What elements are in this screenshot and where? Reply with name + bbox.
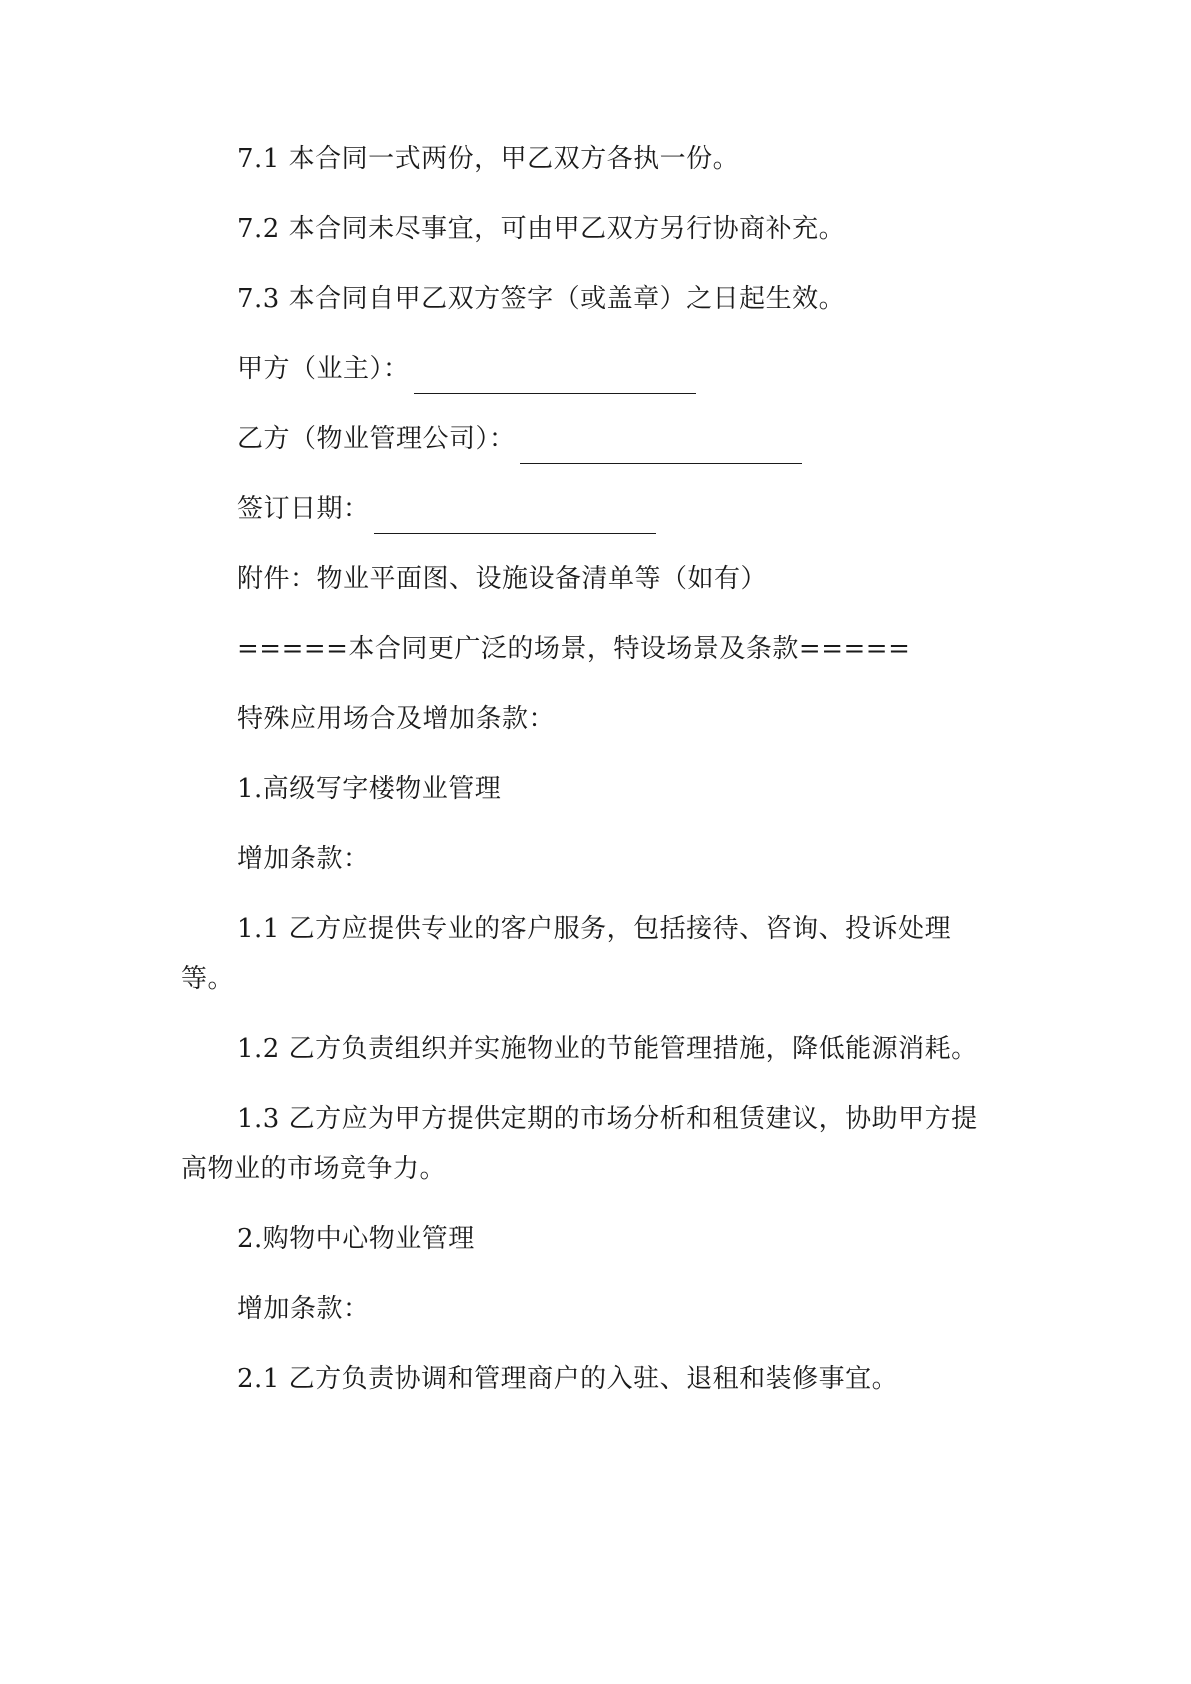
clause-text: 7.2 本合同未尽事宜，可由甲乙双方另行协商补充。	[237, 214, 846, 244]
clause-7-3	[181, 274, 991, 324]
scenario-1-heading	[181, 764, 991, 814]
clause-1-3	[181, 1094, 991, 1194]
clause-text: 7.1 本合同一式两份，甲乙双方各执一份。	[237, 144, 740, 174]
party-a-label: 甲方（业主）：	[237, 354, 410, 384]
clause-7-1	[181, 134, 991, 184]
heading-text: 2.购物中心物业管理	[237, 1224, 475, 1254]
clause-1-1	[181, 904, 991, 1004]
clause-7-2	[181, 204, 991, 254]
additional-clauses-label	[181, 1284, 991, 1334]
party-b-signature-line	[181, 414, 991, 464]
clause-text: 1.1 乙方应提供专业的客户服务，包括接待、咨询、投诉处理等。	[181, 914, 952, 994]
section-divider-heading	[181, 624, 991, 674]
clause-text: 7.3 本合同自甲乙双方签字（或盖章）之日起生效。	[237, 284, 846, 314]
clause-text: 1.2 乙方负责组织并实施物业的节能管理措施，降低能源消耗。	[237, 1034, 978, 1064]
heading-text: 特殊应用场合及增加条款：	[237, 704, 556, 734]
party-a-blank[interactable]	[414, 359, 696, 394]
party-b-label: 乙方（物业管理公司）：	[237, 424, 516, 454]
additional-clauses-label	[181, 834, 991, 884]
clause-1-2	[181, 1024, 991, 1074]
signing-date-label: 签订日期：	[237, 494, 370, 524]
special-cases-heading	[181, 694, 991, 744]
signing-date-line	[181, 484, 991, 534]
party-b-blank[interactable]	[520, 429, 802, 464]
divider-text: =====本合同更广泛的场景，特设场景及条款=====	[237, 634, 911, 664]
label-text: 增加条款：	[237, 844, 370, 874]
attachments-line	[181, 554, 991, 604]
party-a-signature-line	[181, 344, 991, 394]
clause-2-1	[181, 1354, 991, 1404]
clause-text: 2.1 乙方负责协调和管理商户的入驻、退租和装修事宜。	[237, 1364, 899, 1394]
scenario-2-heading	[181, 1214, 991, 1264]
clause-text: 1.3 乙方应为甲方提供定期的市场分析和租赁建议，协助甲方提高物业的市场竞争力。	[181, 1104, 978, 1184]
signing-date-blank[interactable]	[374, 499, 656, 534]
label-text: 增加条款：	[237, 1294, 370, 1324]
attachments-text: 附件：物业平面图、设施设备清单等（如有）	[237, 564, 768, 594]
heading-text: 1.高级写字楼物业管理	[237, 774, 502, 804]
document-body	[181, 134, 991, 1424]
